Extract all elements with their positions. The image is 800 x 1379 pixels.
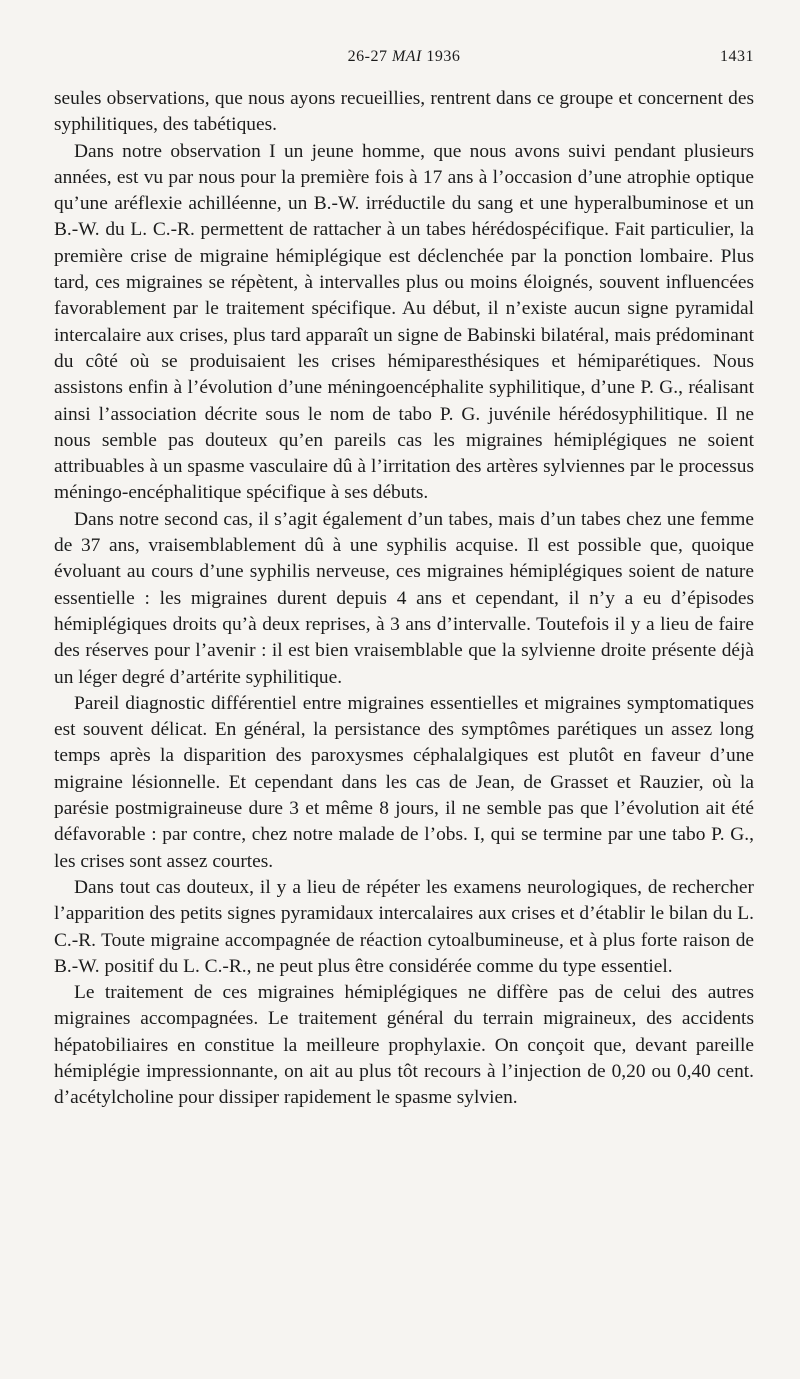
paragraph-doubtful-cases: Dans tout cas douteux, il y a lieu de répéter les examens neurologiques, de rechercher l’apparition des petits signes pyramidaux intercalaires aux crises et d’établir le bilan du L. C.-R. Toute migraine accompagnée de réaction cytoalbumineuse, et à plus forte raison de B.-W. positif du L. C.-R., ne peut plus être considérée comme du type essentiel. [54,876,754,977]
issue-date [54,48,754,66]
date-prefix: 26-27 [347,48,392,65]
paragraph-continued: seules observations, que nous ayons recueillies, rentrent dans ce groupe et concernent des syphilitiques, des tabétiques. [54,88,754,136]
paragraph-differential-diagnosis: Pareil diagnostic différentiel entre migraines essentielles et migraines symptomatiques est souvent délicat. En général, la persistance des symptômes parétiques un assez long temps après la disparition des paroxysmes céphalalgiques est plutôt en faveur d’une migraine lésionnelle. Et cependant dans les cas de Jean, de Grasset et Rauzier, où la parésie postmigraineuse dure 3 et même 8 jours, il ne semble pas que l’évolution ait été défavorable : par contre, chez notre malade de l’obs. I, qui se termine par une tabo P. G., les crises sont assez courtes. [54,692,754,872]
body-text [54,86,754,1112]
issue-month: MAI [391,48,422,65]
page-number: 1431 [720,48,754,65]
running-header [54,48,754,74]
paragraph-treatment: Le traitement de ces migraines hémiplégiques ne diffère pas de celui des autres migraines accompagnées. Le traitement général du terrain migraineux, des accidents hépatobiliaires en constitue la meilleure prophylaxie. On conçoit que, devant pareille hémiplégie impressionnante, on ait au plus tôt recours à l’injection de 0,20 ou 0,40 cent. d’acétylcholine pour dissiper rapidement le spasme sylvien. [54,982,754,1109]
paragraph-second-case: Dans notre second cas, il s’agit également d’un tabes, mais d’un tabes chez une femme de 37 ans, vraisemblablement dû à une syphilis acquise. Il est possible que, quoique évoluant au cours d’une syphilis nerveuse, ces migraines hémiplégiques soient de nature essentielle : les migraines durent depuis 4 ans et cependant, il n’y a eu d’épisodes hémiplégiques droits qu’à deux reprises, à 3 ans d’intervalle. Toutefois il y a lieu de faire des réserves pour l’avenir : il est bien vraisemblable que la sylvienne droite présente déjà un léger degré d’artérite syphilitique. [54,508,754,688]
issue-year: 1936 [421,48,461,65]
paragraph-observation-one: Dans notre observation I un jeune homme, que nous avons suivi pendant plusieurs années, est vu par nous pour la première fois à 17 ans à l’occasion d’une atrophie optique qu’une aréflexie achilléenne, un B.-W. irréductile du sang et une hyperalbuminose et un B.-W. du L. C.-R. permettent de rattacher à un tabes hérédospécifique. Fait particulier, la première crise de migraine hémiplégique est déclenchée par la ponction lombaire. Plus tard, ces migraines se répètent, à intervalles plus ou moins éloignés, souvent influencées favorablement par le traitement spécifique. Au début, il n’existe aucun signe pyramidal intercalaire aux crises, plus tard apparaît un signe de Babinski bilatéral, mais prédominant du côté où se produisaient les crises hémiparesthésiques et hémiparétiques. Nous assistons enfin à l’évolution d’une méningoencéphalite syphilitique, d’une P. G., réalisant ainsi l’association décrite sous le nom de tabo P. G. juvénile hérédosyphilitique. Il ne nous semble pas douteux qu’en pareils cas les migraines hémiplégiques ne soient attribuables à un spasme vasculaire dû à l’irritation des artères sylviennes par le processus méningo-encéphalitique spécifique à ses débuts. [54,140,754,504]
journal-page [54,48,754,1112]
